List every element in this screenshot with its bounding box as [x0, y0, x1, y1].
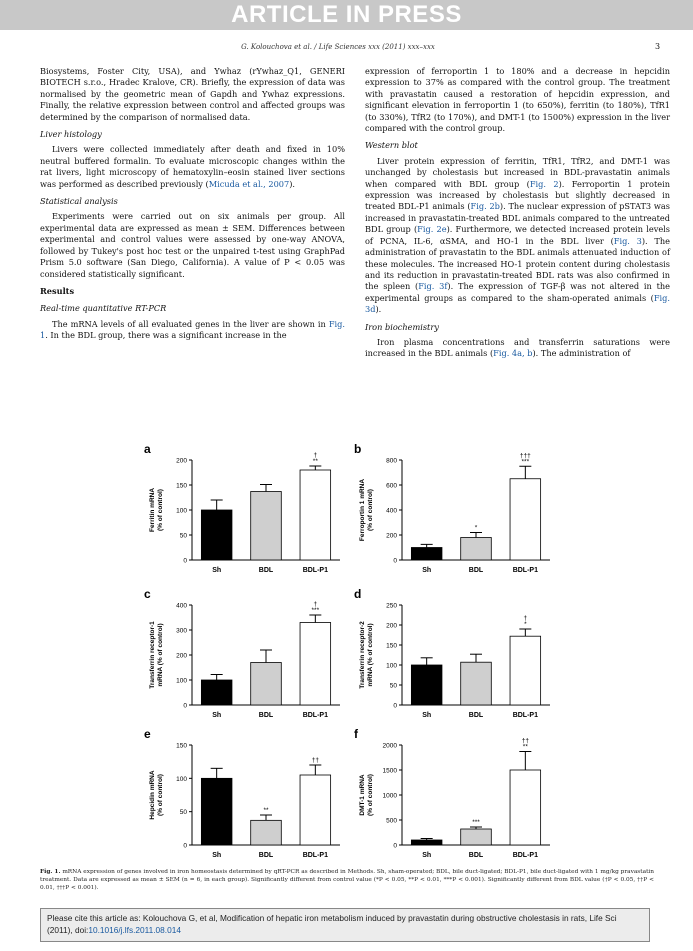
x-tick-label: BDL — [468, 567, 484, 574]
y-tick-label: 300 — [176, 627, 187, 635]
figure-link[interactable]: Fig. 2e — [417, 224, 447, 235]
paragraph: Biosystems, Foster City, USA), and Ywhaz (rYwhaz_Q1, GENERI BIOTECH s.r.o., Hradec Kralove, CR). Briefly, the expression of data was normalised by the geometric mean of Gapdh and Ywhaz expressions. Finally, the relative expression between control and affected groups was determined by the comparison of normalised data. — [40, 66, 345, 122]
y-tick-label: 800 — [386, 457, 397, 465]
section-heading-rt-pcr: Real-time quantitative RT-PCR — [40, 303, 167, 314]
significance-marker: ††† — [519, 452, 531, 460]
y-tick-label: 50 — [179, 532, 187, 540]
bar-sh — [411, 548, 442, 561]
y-tick-label: 200 — [386, 532, 397, 540]
y-axis-label: (% of control) — [367, 774, 374, 816]
y-tick-label: 500 — [386, 817, 397, 825]
y-tick-label: 100 — [386, 662, 397, 670]
figure-panel-e — [140, 725, 350, 871]
figure-link[interactable]: Fig. 3f — [418, 281, 448, 292]
figure-link[interactable]: Fig. 2 — [529, 178, 559, 189]
figure-link[interactable]: Fig. 3 — [613, 235, 642, 246]
y-axis-label: Transferrin receptor-2 — [359, 621, 366, 689]
significance-marker: * — [524, 621, 527, 628]
paragraph: expression of ferroportin 1 to 180% and a decrease in hepcidin expression to 37% as compared with the control group. The treatment with pravastatin caused a restoration of hepcidin expression, and significant elevation in ferroportin 1 (to 650%), ferritin (to 180%), TfR1 (to 330%), TfR2 (to 170%), and DMT-1 (to 1500%) expression in the liver compared with the control group. — [365, 66, 670, 134]
figure-panel-b — [350, 440, 560, 586]
y-tick-label: 400 — [386, 507, 397, 515]
significance-marker: †† — [311, 757, 319, 764]
y-tick-label: 2000 — [382, 742, 397, 750]
figure-link[interactable]: Fig. 3d — [365, 292, 670, 315]
x-tick-label: BDL-P1 — [302, 712, 328, 719]
bar-bdl-p1 — [300, 470, 331, 560]
figure-link[interactable]: Fig. 4a, b — [493, 348, 533, 359]
y-tick-label: 600 — [386, 482, 397, 490]
bar-bdl-p1 — [300, 775, 331, 845]
paragraph: Liver protein expression of ferritin, TfR1, TfR2, and DMT-1 was unchanged by cholestasis but increased in BDL-pravastatin animals when compared with BDL group (Fig. 2). Ferroportin 1 protein expression was increased by cholestasis but slightly decreased in treated BDL-P1 animals (Fig. 2b). The nuclear expression of pSTAT3 was increased in pravastatin-treated BDL animals compared to the untreated BDL group (Fig. 2e). Furthermore, we detected increased protein levels of PCNA, IL-6, αSMA, and HO-1 in the BDL liver (Fig. 3). The administration of pravastatin to the BDL animals attenuated induction of these molecules. The increased HO-1 protein content during cholestasis and its reduction in pravastatin-treated BDL rats was also confirmed in the spleen (Fig. 3f). The expression of TGF-β was not altered in the experimental groups as compared to the sham-operated animals (Fig. 3d). — [365, 155, 670, 315]
y-axis-label: DMT-1 mRNA — [359, 774, 366, 816]
y-tick-label: 100 — [176, 677, 187, 685]
x-tick-label: BDL-P1 — [302, 852, 328, 859]
y-tick-label: 150 — [176, 742, 187, 750]
y-tick-label: 0 — [183, 842, 187, 850]
x-tick-label: BDL — [468, 852, 484, 859]
bar-bdl — [461, 662, 492, 705]
figure-caption: Fig. 1. mRNA expression of genes involved in iron homeostasis determined by qRT-PCR as described in Methods. Sh, sham-operated; BDL, bile duct-ligated; BDL-P1, bile duct-ligated with 1 mg/kg pravastatin treatment. Data are expressed as mean ± SEM (n = 6, in each group). Significantly different from control value (*P < 0.05, **P < 0.01, ***P < 0.001). Significantly different from BDL value (†P < 0.05, ††P < 0.01, †††P < 0.001). — [40, 869, 654, 891]
bar-sh — [201, 680, 232, 705]
y-tick-label: 150 — [176, 482, 187, 490]
paragraph: The mRNA levels of all evaluated genes in the liver are shown in Fig. 1. In the BDL group, there was a significant increase in the — [40, 318, 345, 341]
left-column — [40, 66, 345, 342]
x-tick-label: BDL — [468, 712, 484, 719]
figure-link[interactable]: Fig. 2b — [470, 201, 500, 212]
x-tick-label: Sh — [422, 712, 432, 719]
x-tick-label: BDL — [258, 712, 274, 719]
significance-marker: † — [523, 615, 528, 622]
x-tick-label: Sh — [212, 852, 222, 859]
y-tick-label: 0 — [393, 557, 397, 565]
bar-sh — [411, 665, 442, 705]
significance-marker: *** — [521, 458, 530, 466]
bar-sh — [411, 840, 442, 845]
reference-link[interactable]: Micuda et al., 2007 — [208, 178, 290, 189]
panel-letter: b — [354, 442, 362, 456]
significance-marker: † — [313, 601, 318, 608]
y-tick-label: 0 — [393, 702, 397, 710]
x-tick-label: BDL-P1 — [512, 567, 538, 574]
x-tick-label: Sh — [212, 567, 222, 574]
y-tick-label: 50 — [179, 809, 187, 817]
y-tick-label: 200 — [386, 622, 397, 630]
bar-bdl — [251, 492, 282, 561]
figure-panel-f — [350, 725, 560, 871]
figure-panel-a — [140, 440, 350, 586]
y-tick-label: 200 — [176, 457, 187, 465]
y-axis-label: Ferritin mRNA — [149, 487, 156, 533]
doi-link[interactable]: 10.1016/j.lfs.2011.08.014 — [88, 925, 181, 935]
y-axis-label: mRNA (% of control) — [157, 623, 164, 687]
panel-letter: f — [354, 727, 358, 741]
x-tick-label: Sh — [422, 852, 432, 859]
figure-panel-c — [140, 585, 350, 731]
y-axis-label: Hepcidin mRNA — [149, 770, 156, 820]
panel-letter: a — [144, 442, 151, 456]
bar-sh — [201, 510, 232, 560]
y-tick-label: 50 — [389, 682, 397, 690]
y-tick-label: 250 — [386, 602, 397, 610]
significance-marker: ** — [522, 743, 528, 751]
y-tick-label: 150 — [386, 642, 397, 650]
x-tick-label: Sh — [212, 712, 222, 719]
figure-link[interactable]: Fig. 1 — [40, 318, 345, 341]
bar-bdl-p1 — [510, 770, 541, 845]
y-axis-label: Transferrin receptor-1 — [149, 621, 156, 689]
x-tick-label: BDL-P1 — [302, 567, 328, 574]
x-tick-label: BDL-P1 — [512, 712, 538, 719]
right-column — [365, 66, 670, 360]
y-tick-label: 1500 — [382, 767, 397, 775]
page-number: 3 — [655, 42, 661, 51]
significance-marker: ** — [263, 807, 269, 814]
significance-marker: † — [313, 452, 318, 459]
significance-marker: ** — [312, 458, 318, 465]
x-tick-label: BDL — [258, 567, 274, 574]
bar-bdl — [251, 820, 282, 845]
bar-bdl-p1 — [510, 479, 541, 560]
bar-bdl-p1 — [510, 636, 541, 705]
bar-bdl — [251, 663, 282, 706]
y-tick-label: 0 — [393, 842, 397, 850]
x-tick-label: BDL-P1 — [512, 852, 538, 859]
y-axis-label: (% of control) — [367, 489, 374, 531]
y-axis-label: (% of control) — [157, 774, 164, 816]
y-axis-label: mRNA (% of control) — [367, 623, 374, 687]
y-tick-label: 400 — [176, 602, 187, 610]
citation-box: Please cite this article as: Kolouchova G, et al, Modification of hepatic iron metabolism induced by pravastatin during obstructive cholestasis in rats, Life Sci (2011), doi:10.1016/j.lfs.2011.08.014 — [40, 908, 650, 942]
bar-sh — [201, 778, 232, 845]
y-axis-label: Ferroportin 1 mRNA — [359, 478, 366, 542]
significance-marker: *** — [311, 607, 320, 614]
figure-panel-d — [350, 585, 560, 731]
x-tick-label: BDL — [258, 852, 274, 859]
paragraph: Livers were collected immediately after death and fixed in 10% neutral buffered formalin. To evaluate microscopic changes within the rat livers, light microscopy of hematoxylin–eosin stained liver sections was performed as described previously (Micuda et al., 2007). — [40, 144, 345, 189]
section-heading-statistical-analysis: Statistical analysis — [40, 196, 118, 207]
significance-marker: †† — [521, 737, 529, 745]
article-in-press-banner: ARTICLE IN PRESS — [0, 0, 693, 30]
y-tick-label: 100 — [176, 775, 187, 783]
y-tick-label: 0 — [183, 557, 187, 565]
y-axis-label: (% of control) — [157, 489, 164, 531]
paragraph: Iron plasma concentrations and transferrin saturations were increased in the BDL animals (Fig. 4a, b). The administration of — [365, 336, 670, 359]
section-heading-results: Results — [40, 285, 75, 296]
bar-bdl — [461, 538, 492, 561]
bar-bdl — [461, 829, 492, 845]
panel-letter: d — [354, 587, 362, 601]
panel-letter: e — [144, 727, 151, 741]
y-tick-label: 1000 — [382, 792, 397, 800]
section-heading-western-blot: Western blot — [365, 140, 418, 151]
y-tick-label: 200 — [176, 652, 187, 660]
section-heading-iron-biochemistry: Iron biochemistry — [365, 321, 439, 332]
y-tick-label: 100 — [176, 507, 187, 515]
running-head: G. Kolouchova et al. / Life Sciences xxx (2011) xxx–xxx — [241, 43, 435, 51]
significance-marker: * — [474, 524, 478, 532]
bar-bdl-p1 — [300, 623, 331, 706]
y-tick-label: 0 — [183, 702, 187, 710]
section-heading-liver-histology: Liver histology — [40, 129, 102, 140]
x-tick-label: Sh — [422, 567, 432, 574]
panel-letter: c — [144, 587, 151, 601]
paragraph: Experiments were carried out on six animals per group. All experimental data are expressed as mean ± SEM. Differences between experimental and control values were assessed by one-way ANOVA, followed by Tukey's post hoc test or the unpaired t-test using GraphPad Prism 5.0 software (San Diego, California). A value of P < 0.05 was considered statistically significant. — [40, 211, 345, 279]
significance-marker: *** — [472, 819, 480, 826]
